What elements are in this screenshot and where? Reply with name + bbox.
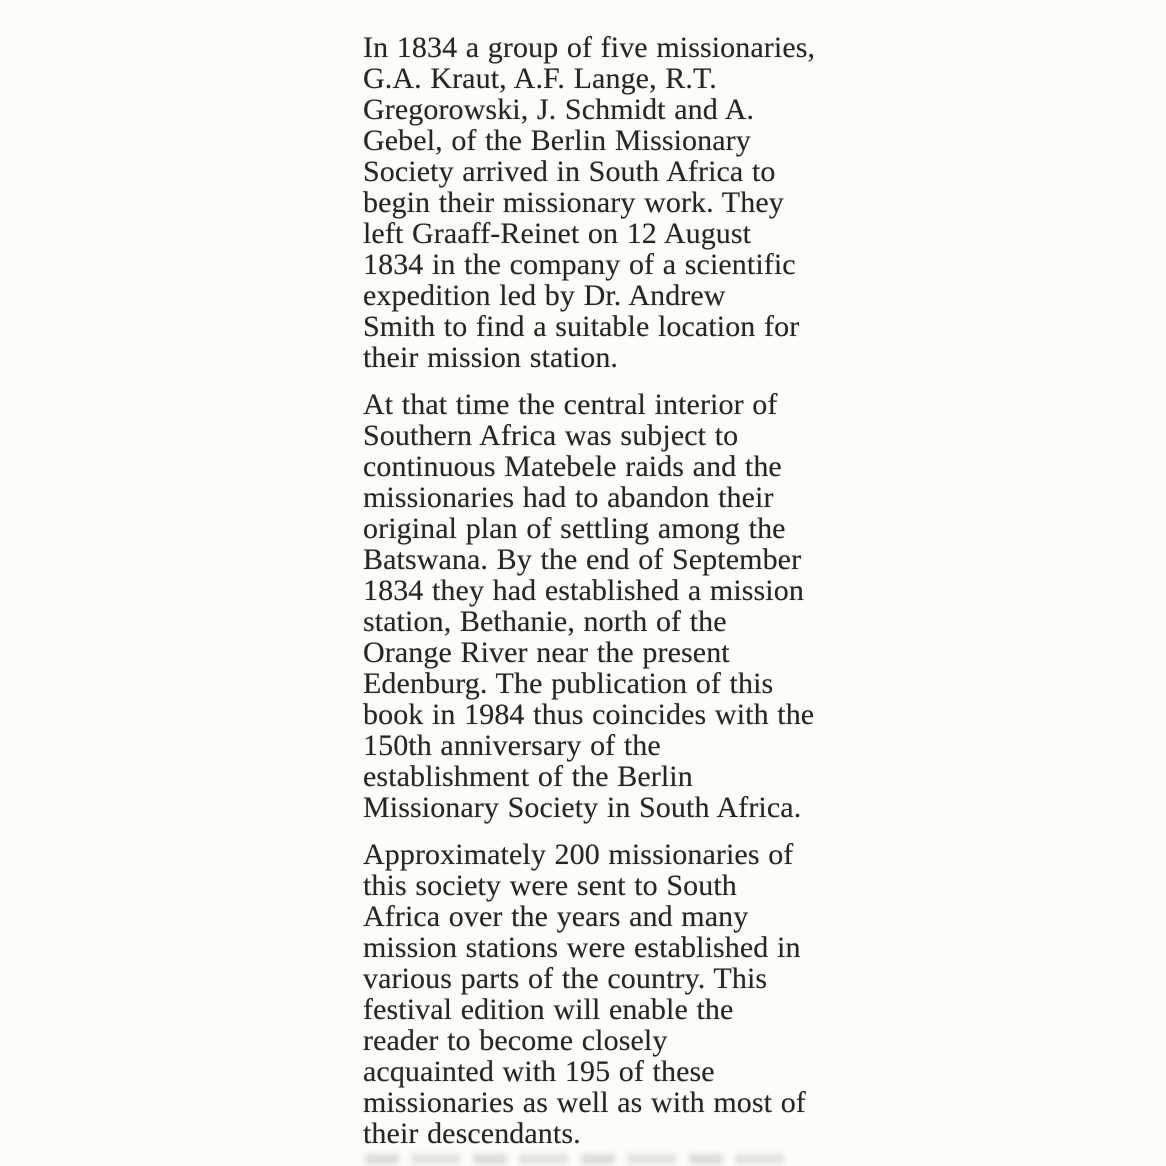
paragraph (363, 839, 823, 1149)
text-line: book in 1984 thus coincides with the (363, 698, 815, 731)
text-line: At that time the central interior of (363, 388, 778, 421)
text-line: Southern Africa was subject to (363, 419, 739, 452)
text-line: mission stations were established in (363, 931, 801, 964)
text-line: festival edition will enable the (363, 993, 734, 1026)
text-line: Approximately 200 missionaries of (363, 838, 794, 871)
text-line: this society were sent to South (363, 869, 737, 902)
text-line: original plan of settling among the (363, 512, 786, 545)
text-line: 1834 in the company of a scientific (363, 248, 796, 281)
text-line: left Graaff-Reinet on 12 August (363, 217, 752, 250)
text-line: 150th anniversary of the (363, 729, 661, 762)
text-line: continuous Matebele raids and the (363, 450, 782, 483)
text-line: reader to become closely (363, 1024, 668, 1057)
text-line: Gebel, of the Berlin Missionary (363, 124, 751, 157)
paragraph (363, 32, 823, 373)
text-line: Orange River near the present (363, 636, 730, 669)
text-line: their descendants. (363, 1117, 581, 1150)
text-line: their mission station. (363, 341, 619, 374)
text-line: Gregorowski, J. Schmidt and A. (363, 93, 755, 126)
paragraph (363, 389, 823, 823)
text-line: Missionary Society in South Africa. (363, 791, 802, 824)
text-line: Batswana. By the end of September (363, 543, 802, 576)
cutoff-text-smudge (365, 1154, 795, 1164)
text-line: begin their missionary work. They (363, 186, 784, 219)
text-line: Africa over the years and many (363, 900, 749, 933)
text-line: missionaries had to abandon their (363, 481, 774, 514)
text-line: 1834 they had established a mission (363, 574, 804, 607)
text-line: station, Bethanie, north of the (363, 605, 727, 638)
text-line: Edenburg. The publication of this (363, 667, 774, 700)
text-line: Society arrived in South Africa to (363, 155, 776, 188)
text-line: missionaries as well as with most of (363, 1086, 806, 1119)
text-line: Smith to find a suitable location for (363, 310, 800, 343)
text-line: G.A. Kraut, A.F. Lange, R.T. (363, 62, 717, 95)
text-line: In 1834 a group of five missionaries, (363, 31, 816, 64)
text-line: establishment of the Berlin (363, 760, 693, 793)
text-line: acquainted with 195 of these (363, 1055, 715, 1088)
text-line: various parts of the country. This (363, 962, 768, 995)
text-column (363, 32, 823, 1149)
text-line: expedition led by Dr. Andrew (363, 279, 726, 312)
